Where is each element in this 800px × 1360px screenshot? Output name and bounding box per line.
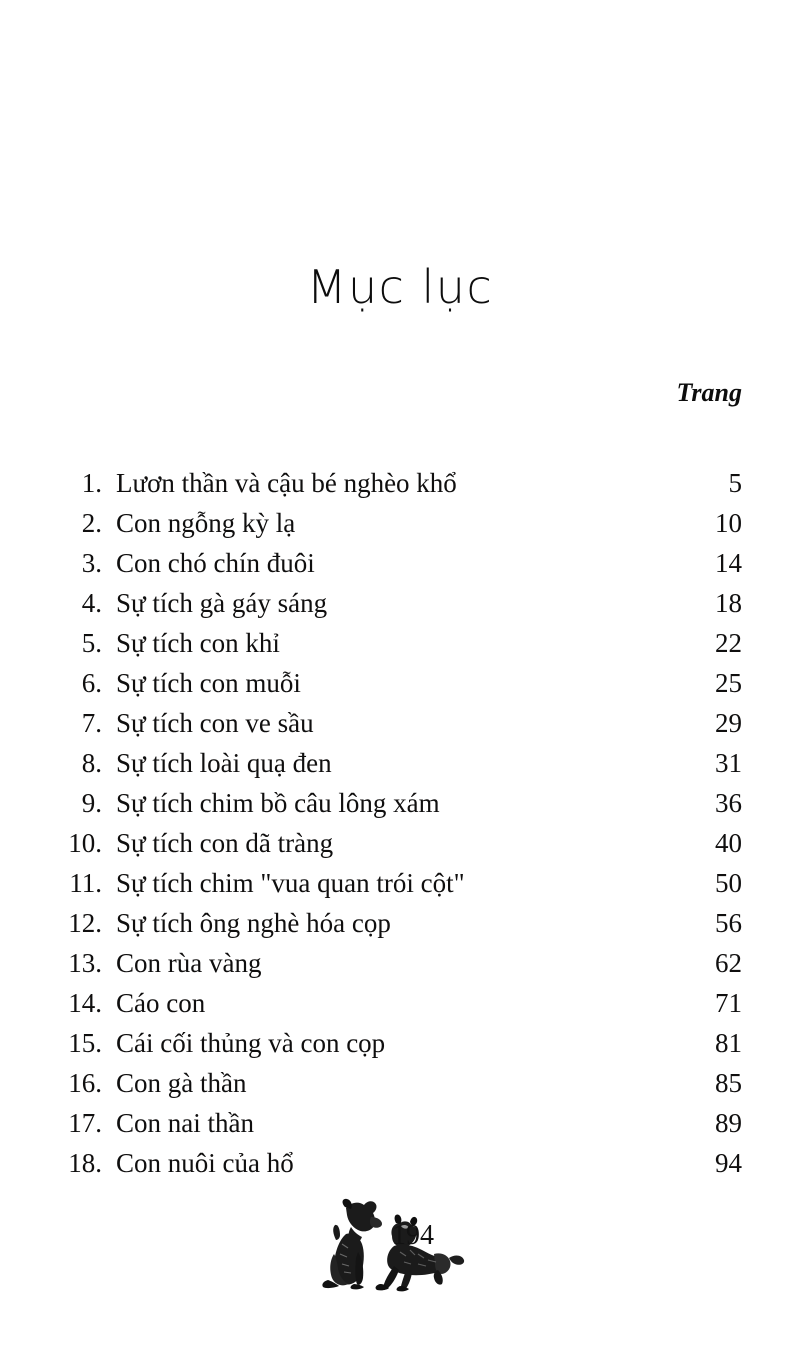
toc-entry-index: 18. (68, 1148, 102, 1178)
toc-entry[interactable] (58, 1143, 742, 1183)
toc-entry-index: 8. (81, 748, 102, 778)
toc-entry-index: 14. (68, 988, 102, 1018)
toc-entry[interactable] (58, 543, 742, 583)
toc-entry-title[interactable]: Con nai thần (116, 1108, 254, 1138)
page-title: Mục lục (306, 260, 494, 314)
toc-entry-page-number: 50 (715, 868, 742, 898)
toc-entry-index: 4. (81, 588, 102, 618)
toc-entry-index: 2. (81, 508, 102, 538)
toc-entry[interactable] (58, 783, 742, 823)
toc-entry-title[interactable]: Con ngỗng kỳ lạ (116, 508, 296, 538)
toc-entry-index: 9. (81, 788, 102, 818)
toc-entry-page-number: 62 (715, 948, 742, 978)
toc-entry[interactable] (58, 743, 742, 783)
toc-entry[interactable] (58, 623, 742, 663)
toc-entry[interactable] (58, 463, 742, 503)
toc-entry-title[interactable]: Sự tích con dã tràng (116, 828, 334, 858)
toc-entry[interactable] (58, 943, 742, 983)
toc-entry-page-number: 56 (715, 908, 742, 938)
toc-entry-index: 15. (68, 1028, 102, 1058)
toc-entry[interactable] (58, 823, 742, 863)
page-column-header: Trang (676, 378, 742, 407)
toc-entry-index: 16. (68, 1068, 102, 1098)
toc-entry-page-number: 14 (715, 548, 742, 578)
toc-entry-title[interactable]: Sự tích con khỉ (116, 628, 280, 658)
toc-entry-index: 7. (81, 708, 102, 738)
toc-entry-title[interactable]: Sự tích gà gáy sáng (116, 588, 328, 618)
toc-entry-title[interactable]: Con gà thần (116, 1068, 247, 1098)
toc-entry-index: 1. (81, 468, 102, 498)
toc-entry[interactable] (58, 903, 742, 943)
toc-entry[interactable] (58, 1023, 742, 1063)
toc-entry-page-number: 25 (715, 668, 742, 698)
toc-entry-page-number: 36 (715, 788, 742, 818)
toc-entry-page-number: 85 (715, 1068, 742, 1098)
toc-entry-index: 3. (81, 548, 102, 578)
toc-entry-page-number: 29 (715, 708, 742, 738)
toc-entry-index: 12. (68, 908, 102, 938)
toc-entry-title[interactable]: Con chó chín đuôi (116, 548, 315, 578)
toc-entry-index: 11. (69, 868, 102, 898)
toc-entry[interactable] (58, 503, 742, 543)
toc-entry-title[interactable]: Con nuôi của hổ (116, 1148, 294, 1178)
toc-entry-page-number: 18 (715, 588, 742, 618)
toc-entry-index: 10. (68, 828, 102, 858)
toc-entry-title[interactable]: Sự tích ông nghè hóa cọp (116, 908, 391, 938)
toc-entry-title[interactable]: Cái cối thủng và con cọp (116, 1028, 386, 1058)
toc-entry-page-number: 22 (715, 628, 742, 658)
toc-entry-title[interactable]: Sự tích chim "vua quan trói cột" (116, 868, 465, 898)
toc-entry[interactable] (58, 583, 742, 623)
toc-entry-title[interactable]: Con rùa vàng (116, 948, 262, 978)
toc-entry-index: 13. (68, 948, 102, 978)
toc-entry-page-number: 89 (715, 1108, 742, 1138)
toc-entry-index: 17. (68, 1108, 102, 1138)
table-of-contents-list (58, 463, 742, 1183)
toc-entry-page-number: 71 (715, 988, 742, 1018)
toc-entry-title[interactable]: Sự tích con ve sầu (116, 708, 314, 738)
toc-entry-page-number: 81 (715, 1028, 742, 1058)
page-number: 194 (392, 1220, 434, 1251)
toc-entry[interactable] (58, 863, 742, 903)
toc-entry-title[interactable]: Sự tích loài quạ đen (116, 748, 332, 778)
toc-entry-page-number: 10 (715, 508, 742, 538)
toc-entry-index: 5. (81, 628, 102, 658)
toc-entry[interactable] (58, 703, 742, 743)
toc-entry[interactable] (58, 1063, 742, 1103)
toc-entry-page-number: 40 (715, 828, 742, 858)
toc-entry-title[interactable]: Sự tích chim bồ câu lông xám (116, 788, 440, 818)
toc-entry[interactable] (58, 663, 742, 703)
toc-entry-page-number: 5 (728, 468, 742, 498)
toc-entry-title[interactable]: Cáo con (116, 988, 206, 1018)
toc-entry[interactable] (58, 983, 742, 1023)
toc-entry-title[interactable]: Lươn thần và cậu bé nghèo khổ (116, 468, 457, 498)
toc-entry-index: 6. (81, 668, 102, 698)
toc-entry[interactable] (58, 1103, 742, 1143)
toc-entry-page-number: 31 (715, 748, 742, 778)
toc-entry-page-number: 94 (715, 1148, 742, 1178)
toc-entry-title[interactable]: Sự tích con muỗi (116, 668, 301, 698)
